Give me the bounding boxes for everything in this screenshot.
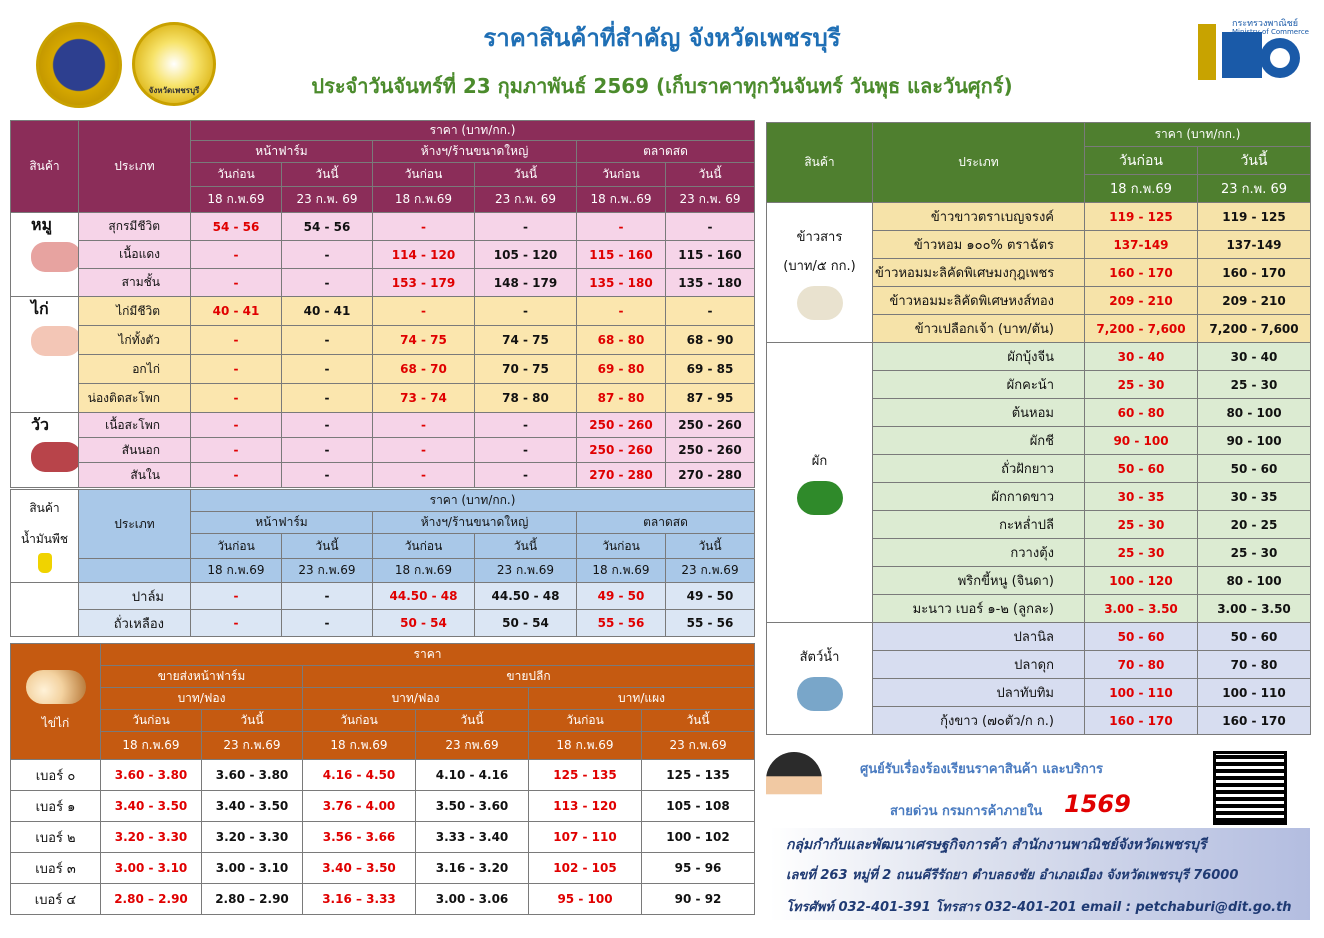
table-row xyxy=(11,583,755,610)
price-today: 30 - 40 xyxy=(1198,343,1311,371)
price-prev: 40 - 41 xyxy=(191,297,282,326)
egg-size: เบอร์ ๒ xyxy=(11,822,101,853)
price-today: 68 - 90 xyxy=(666,326,755,355)
price-prev: 50 - 60 xyxy=(1085,623,1198,651)
price-prev: 3.40 - 3.50 xyxy=(101,791,202,822)
product-type: กุ้งขาว (๗๐ตัว/ก ก.) xyxy=(873,707,1085,735)
date-prev: 18 ก.พ.69 xyxy=(191,559,282,583)
col-retail: ขายปลีก xyxy=(303,666,755,688)
fish-category-name: สัตว์น้ำ xyxy=(799,650,840,665)
price-today: - xyxy=(282,463,373,488)
col-prev: วันก่อน xyxy=(1085,147,1198,175)
unit-per-egg: บาท/ฟอง xyxy=(303,688,529,710)
qr-code[interactable] xyxy=(1216,754,1284,822)
rice-unit: (บาท/๕ กก.) xyxy=(783,258,856,274)
price-prev: 90 - 100 xyxy=(1085,427,1198,455)
price-today: 50 - 54 xyxy=(475,610,577,637)
beef-image xyxy=(31,442,79,472)
price-prev: 135 - 180 xyxy=(577,269,666,297)
price-today: - xyxy=(282,583,373,610)
category-name: วัว xyxy=(11,413,79,488)
col-type: ประเภท xyxy=(79,121,191,213)
price-prev: 115 - 160 xyxy=(577,241,666,269)
price-today: - xyxy=(282,241,373,269)
product-type: น่องติดสะโพก xyxy=(79,384,191,413)
price-today: 4.10 - 4.16 xyxy=(416,760,529,791)
footer-contact-box xyxy=(770,828,1310,920)
price-today: 25 - 30 xyxy=(1198,539,1311,567)
price-prev: 160 - 170 xyxy=(1085,707,1198,735)
price-prev: - xyxy=(191,583,282,610)
product-type: สามชั้น xyxy=(79,269,191,297)
table-row xyxy=(11,438,755,463)
col-today: วันนี้ xyxy=(282,534,373,559)
price-prev: - xyxy=(191,241,282,269)
fish-image xyxy=(797,677,843,711)
price-prev: - xyxy=(191,610,282,637)
col-prev: วันก่อน xyxy=(577,534,666,559)
price-prev: 107 - 110 xyxy=(529,822,642,853)
price-prev: - xyxy=(577,213,666,241)
call-center-avatar xyxy=(766,752,822,812)
province-seal-text: จังหวัดเพชรบุรี xyxy=(148,86,200,95)
rice-category xyxy=(767,203,873,343)
price-today: 160 - 170 xyxy=(1198,707,1311,735)
oil-category-spacer xyxy=(11,583,79,637)
oil-product-label: สินค้า xyxy=(29,501,60,515)
price-prev: 114 - 120 xyxy=(373,241,475,269)
price-prev: 3.40 – 3.50 xyxy=(303,853,416,884)
product-type: ข้าวหอมมะลิคัดพิเศษหงส์ทอง xyxy=(873,287,1085,315)
col-price: ราคา (บาท/กก.) xyxy=(191,121,755,141)
col-prev: วันก่อน xyxy=(191,163,282,187)
table-row xyxy=(11,822,755,853)
product-type: ต้นหอม xyxy=(873,399,1085,427)
price-today: - xyxy=(282,384,373,413)
product-type: พริกขี้หนู (จินดา) xyxy=(873,567,1085,595)
price-today: - xyxy=(282,413,373,438)
price-today: 3.60 - 3.80 xyxy=(202,760,303,791)
col-price: ราคา xyxy=(101,644,755,666)
egg-product-header xyxy=(11,644,101,760)
date-today: 23 ก.พ. 69 xyxy=(1198,175,1311,203)
price-prev: 68 - 80 xyxy=(577,326,666,355)
price-prev: 3.20 - 3.30 xyxy=(101,822,202,853)
price-today: 50 - 60 xyxy=(1198,455,1311,483)
price-today: 3.00 – 3.50 xyxy=(1198,595,1311,623)
col-farm: หน้าฟาร์ม xyxy=(191,141,373,163)
product-type: ไก่ทั้งตัว xyxy=(79,326,191,355)
date-today: 23 ก.พ. 69 xyxy=(666,187,755,213)
product-type: กะหล่ำปลี xyxy=(873,511,1085,539)
price-prev: - xyxy=(373,463,475,488)
vegetable-category xyxy=(767,343,873,623)
price-today: 3.33 - 3.40 xyxy=(416,822,529,853)
price-prev: 68 - 70 xyxy=(373,355,475,384)
price-today: - xyxy=(475,213,577,241)
price-today: 270 - 280 xyxy=(666,463,755,488)
pork-image xyxy=(31,242,79,272)
price-prev: - xyxy=(191,413,282,438)
price-prev: 73 - 74 xyxy=(373,384,475,413)
product-type: เนื้อสะโพก xyxy=(79,413,191,438)
price-prev: 153 - 179 xyxy=(373,269,475,297)
page-title: ราคาสินค้าที่สำคัญ จังหวัดเพชรบุรี xyxy=(483,24,841,52)
price-today: 105 - 120 xyxy=(475,241,577,269)
col-price: ราคา (บาท/กก.) xyxy=(1085,123,1311,147)
price-prev: 250 - 260 xyxy=(577,413,666,438)
col-prev: วันก่อน xyxy=(529,710,642,732)
price-today: - xyxy=(666,213,755,241)
price-today: 160 - 170 xyxy=(1198,259,1311,287)
col-prev: วันก่อน xyxy=(303,710,416,732)
price-today: - xyxy=(282,438,373,463)
price-today: 55 - 56 xyxy=(666,610,755,637)
product-type: ข้าวเปลือกเจ้า (บาท/ตัน) xyxy=(873,315,1085,343)
price-today: 3.00 - 3.06 xyxy=(416,884,529,915)
price-today: 90 - 92 xyxy=(642,884,755,915)
price-today: 148 - 179 xyxy=(475,269,577,297)
product-type: ปลาดุก xyxy=(873,651,1085,679)
egg-size: เบอร์ ๐ xyxy=(11,760,101,791)
price-prev: 100 - 110 xyxy=(1085,679,1198,707)
rice-vegetable-fish-table xyxy=(766,122,1311,735)
col-today: วันนี้ xyxy=(1198,147,1311,175)
product-type: ข้าวหอมมะลิคัดพิเศษมงกุฎเพชร xyxy=(873,259,1085,287)
date-prev: 18 ก.พ.69 xyxy=(191,187,282,213)
product-type: ผักชี xyxy=(873,427,1085,455)
price-prev: 160 - 170 xyxy=(1085,259,1198,287)
price-prev: - xyxy=(191,438,282,463)
price-prev: 69 - 80 xyxy=(577,355,666,384)
hotline-label: สายด่วน กรมการค้าภายใน xyxy=(890,804,1043,819)
product-type: สันใน xyxy=(79,463,191,488)
date-prev: 18 ก.พ.69 xyxy=(1085,175,1198,203)
product-type: ถั่วฝักยาว xyxy=(873,455,1085,483)
eggs-illustration xyxy=(26,670,86,704)
price-prev: 25 - 30 xyxy=(1085,539,1198,567)
price-today: 2.80 – 2.90 xyxy=(202,884,303,915)
price-today: 50 - 60 xyxy=(1198,623,1311,651)
product-type: เนื้อแดง xyxy=(79,241,191,269)
col-farm-wholesale: ขายส่งหน้าฟาร์ม xyxy=(101,666,303,688)
col-type: ประเภท xyxy=(79,490,191,559)
price-today: 25 - 30 xyxy=(1198,371,1311,399)
col-farm: หน้าฟาร์ม xyxy=(191,512,373,534)
price-today: 250 - 260 xyxy=(666,438,755,463)
price-today: 209 - 210 xyxy=(1198,287,1311,315)
date-today: 23 ก.พ.69 xyxy=(475,559,577,583)
hotline-number[interactable]: 1569 xyxy=(1064,790,1131,818)
date-today: 23 ก.พ.69 xyxy=(666,559,755,583)
table-row xyxy=(767,203,1311,231)
price-today: - xyxy=(475,413,577,438)
price-today: - xyxy=(282,269,373,297)
price-prev: 3.76 - 4.00 xyxy=(303,791,416,822)
price-today: 87 - 95 xyxy=(666,384,755,413)
col-today: วันนี้ xyxy=(202,710,303,732)
date-prev: 18 ก.พ.69 xyxy=(577,559,666,583)
price-today: 100 - 110 xyxy=(1198,679,1311,707)
price-today: - xyxy=(475,438,577,463)
table-row xyxy=(11,213,755,241)
oil-product-header xyxy=(11,490,79,583)
product-type: ผักคะน้า xyxy=(873,371,1085,399)
product-type: ถั่วเหลือง xyxy=(79,610,191,637)
price-prev: - xyxy=(191,384,282,413)
vegetable-oil-table xyxy=(10,489,755,637)
price-today: 70 - 75 xyxy=(475,355,577,384)
col-market: ตลาดสด xyxy=(577,512,755,534)
price-prev: 3.00 - 3.10 xyxy=(101,853,202,884)
logo-caption: กระทรวงพาณิชย์ xyxy=(1232,19,1299,29)
price-prev: 25 - 30 xyxy=(1085,371,1198,399)
price-prev: 270 - 280 xyxy=(577,463,666,488)
col-product: สินค้า xyxy=(767,123,873,203)
price-prev: - xyxy=(191,463,282,488)
date-today: 23 ก.พ.69 xyxy=(282,559,373,583)
price-today: 69 - 85 xyxy=(666,355,755,384)
table-row xyxy=(11,269,755,297)
price-today: 250 - 260 xyxy=(666,413,755,438)
price-today: 100 - 102 xyxy=(642,822,755,853)
price-prev: 87 - 80 xyxy=(577,384,666,413)
date-today: 23 ก.พ.69 xyxy=(202,732,303,760)
table-row xyxy=(11,297,755,326)
price-today: 3.40 - 3.50 xyxy=(202,791,303,822)
price-prev: - xyxy=(373,213,475,241)
date-today: 23 ก.พ. 69 xyxy=(475,187,577,213)
price-prev: - xyxy=(577,297,666,326)
price-today: 90 - 100 xyxy=(1198,427,1311,455)
col-today: วันนี้ xyxy=(666,534,755,559)
col-prev: วันก่อน xyxy=(373,163,475,187)
price-today: 105 - 108 xyxy=(642,791,755,822)
price-prev: 25 - 30 xyxy=(1085,511,1198,539)
egg-size: เบอร์ ๓ xyxy=(11,853,101,884)
product-type: สุกรมีชีวิต xyxy=(79,213,191,241)
table-row xyxy=(11,853,755,884)
price-today: 135 - 180 xyxy=(666,269,755,297)
price-prev: 54 - 56 xyxy=(191,213,282,241)
table-row xyxy=(11,355,755,384)
price-prev: 125 - 135 xyxy=(529,760,642,791)
price-prev: 49 - 50 xyxy=(577,583,666,610)
col-today: วันนี้ xyxy=(416,710,529,732)
price-today: 7,200 - 7,600 xyxy=(1198,315,1311,343)
price-today: 49 - 50 xyxy=(666,583,755,610)
table-row xyxy=(767,343,1311,371)
price-prev: - xyxy=(191,355,282,384)
price-today: 3.20 - 3.30 xyxy=(202,822,303,853)
price-today: 20 - 25 xyxy=(1198,511,1311,539)
col-today: วันนี้ xyxy=(282,163,373,187)
product-type: สันนอก xyxy=(79,438,191,463)
date-prev: 18 ก.พ.69 xyxy=(373,559,475,583)
price-prev: - xyxy=(373,438,475,463)
complaint-center-label: ศูนย์รับเรื่องร้องเรียนราคาสินค้า และบริการ xyxy=(860,762,1103,777)
vegetable-image xyxy=(797,481,843,515)
price-today: - xyxy=(475,297,577,326)
price-today: 119 - 125 xyxy=(1198,203,1311,231)
table-row xyxy=(11,760,755,791)
price-today: 80 - 100 xyxy=(1198,399,1311,427)
price-today: 30 - 35 xyxy=(1198,483,1311,511)
col-today: วันนี้ xyxy=(642,710,755,732)
product-type: กวางตุ้ง xyxy=(873,539,1085,567)
product-type: ไก่มีชีวิต xyxy=(79,297,191,326)
col-mall: ห้างฯ/ร้านขนาดใหญ่ xyxy=(373,141,577,163)
price-prev: 30 - 40 xyxy=(1085,343,1198,371)
price-prev: 50 - 54 xyxy=(373,610,475,637)
egg-size: เบอร์ ๑ xyxy=(11,791,101,822)
meat-price-table xyxy=(10,120,755,488)
price-today: 115 - 160 xyxy=(666,241,755,269)
price-today: - xyxy=(282,610,373,637)
price-prev: - xyxy=(373,413,475,438)
price-today: 125 - 135 xyxy=(642,760,755,791)
date-prev: 18 ก.พ.69 xyxy=(101,732,202,760)
price-prev: 137-149 xyxy=(1085,231,1198,259)
product-type: ข้าวขาวตราเบญจรงค์ xyxy=(873,203,1085,231)
category-name: หมู xyxy=(11,213,79,297)
col-today: วันนี้ xyxy=(475,534,577,559)
price-today: - xyxy=(475,463,577,488)
price-today: 40 - 41 xyxy=(282,297,373,326)
egg-price-table xyxy=(10,643,755,915)
unit-per-egg: บาท/ฟอง xyxy=(101,688,303,710)
price-prev: 74 - 75 xyxy=(373,326,475,355)
footer-office: กลุ่มกำกับและพัฒนาเศรษฐกิจการค้า สำนักงานพาณิชย์จังหวัดเพชรบุรี xyxy=(786,837,1207,853)
price-today: 80 - 100 xyxy=(1198,567,1311,595)
table-row xyxy=(11,326,755,355)
price-prev: 7,200 - 7,600 xyxy=(1085,315,1198,343)
egg-product-label: ไข่ไก่ xyxy=(41,716,70,730)
price-prev: 3.00 – 3.50 xyxy=(1085,595,1198,623)
oil-type-spacer xyxy=(79,559,191,583)
footer-phone-email[interactable]: โทรศัพท์ 032-401-391 โทรสาร 032-401-201 email : petchaburi@dit.go.th xyxy=(786,900,1292,915)
price-prev: 30 - 35 xyxy=(1085,483,1198,511)
price-today: - xyxy=(282,326,373,355)
table-row xyxy=(11,384,755,413)
product-type: ผักบุ้งจีน xyxy=(873,343,1085,371)
price-prev: 60 - 80 xyxy=(1085,399,1198,427)
price-today: 54 - 56 xyxy=(282,213,373,241)
oil-bottle-icon xyxy=(38,553,52,573)
price-prev: 4.16 - 4.50 xyxy=(303,760,416,791)
date-prev: 18 ก.พ.69 xyxy=(529,732,642,760)
price-prev: 55 - 56 xyxy=(577,610,666,637)
price-prev: - xyxy=(191,269,282,297)
table-row xyxy=(11,610,755,637)
table-row xyxy=(11,463,755,488)
vegetable-category-name: ผัก xyxy=(811,454,828,469)
footer-address: เลขที่ 263 หมู่ที่ 2 ถนนคีรีรัถยา ตำบลธงชัย อำเภอเมือง จังหวัดเพชรบุรี 76000 xyxy=(786,868,1239,883)
product-type: ผักกาดขาว xyxy=(873,483,1085,511)
table-row xyxy=(767,623,1311,651)
col-price: ราคา (บาท/กก.) xyxy=(191,490,755,512)
price-prev: 2.80 – 2.90 xyxy=(101,884,202,915)
col-product: สินค้า xyxy=(11,121,79,213)
date-prev: 18 ก.พ..69 xyxy=(577,187,666,213)
col-mall: ห้างฯ/ร้านขนาดใหญ่ xyxy=(373,512,577,534)
price-today: 44.50 - 48 xyxy=(475,583,577,610)
col-market: ตลาดสด xyxy=(577,141,755,163)
price-prev: 3.16 – 3.33 xyxy=(303,884,416,915)
price-prev: 50 - 60 xyxy=(1085,455,1198,483)
oil-product-name: น้ำมันพืช xyxy=(20,532,69,546)
product-type: ปลานิล xyxy=(873,623,1085,651)
price-prev: - xyxy=(191,326,282,355)
price-today: 78 - 80 xyxy=(475,384,577,413)
price-prev: - xyxy=(373,297,475,326)
price-today: 3.50 - 3.60 xyxy=(416,791,529,822)
product-type: อกไก่ xyxy=(79,355,191,384)
price-prev: 3.56 - 3.66 xyxy=(303,822,416,853)
price-today: 95 - 96 xyxy=(642,853,755,884)
col-prev: วันก่อน xyxy=(577,163,666,187)
price-prev: 209 - 210 xyxy=(1085,287,1198,315)
price-prev: 70 - 80 xyxy=(1085,651,1198,679)
price-today: 74 - 75 xyxy=(475,326,577,355)
rice-category-name: ข้าวสาร xyxy=(796,229,843,245)
egg-size: เบอร์ ๔ xyxy=(11,884,101,915)
date-prev: 18 ก.พ.69 xyxy=(373,187,475,213)
unit-per-tray: บาท/แผง xyxy=(529,688,755,710)
date-today: 23 ก.พ. 69 xyxy=(282,187,373,213)
product-type: ปาล์ม xyxy=(79,583,191,610)
col-today: วันนี้ xyxy=(475,163,577,187)
table-row xyxy=(11,884,755,915)
product-type: ปลาทับทิม xyxy=(873,679,1085,707)
price-today: 137-149 xyxy=(1198,231,1311,259)
col-today: วันนี้ xyxy=(666,163,755,187)
date-today: 23 กพ.69 xyxy=(416,732,529,760)
fish-category xyxy=(767,623,873,735)
price-today: 70 - 80 xyxy=(1198,651,1311,679)
price-prev: 3.60 - 3.80 xyxy=(101,760,202,791)
price-prev: 100 - 120 xyxy=(1085,567,1198,595)
date-prev: 18 ก.พ.69 xyxy=(303,732,416,760)
table-row xyxy=(11,413,755,438)
logo-caption-en: Ministry of Commerce xyxy=(1232,28,1309,36)
price-today: 3.00 - 3.10 xyxy=(202,853,303,884)
price-today: - xyxy=(282,355,373,384)
price-today: - xyxy=(666,297,755,326)
product-type: ข้าวหอม ๑๐๐% ตราฉัตร xyxy=(873,231,1085,259)
price-prev: 44.50 - 48 xyxy=(373,583,475,610)
rice-sack-image xyxy=(797,286,843,320)
col-prev: วันก่อน xyxy=(373,534,475,559)
price-prev: 113 - 120 xyxy=(529,791,642,822)
table-row xyxy=(11,791,755,822)
price-prev: 250 - 260 xyxy=(577,438,666,463)
table-row xyxy=(11,241,755,269)
price-prev: 119 - 125 xyxy=(1085,203,1198,231)
col-prev: วันก่อน xyxy=(101,710,202,732)
col-type: ประเภท xyxy=(873,123,1085,203)
price-prev: 102 - 105 xyxy=(529,853,642,884)
col-prev: วันก่อน xyxy=(191,534,282,559)
price-today: 3.16 - 3.20 xyxy=(416,853,529,884)
price-prev: 95 - 100 xyxy=(529,884,642,915)
page-subtitle: ประจำวันจันทร์ที่ 23 กุมภาพันธ์ 2569 (เก็บราคาทุกวันจันทร์ วันพุธ และวันศุกร์) xyxy=(311,74,1013,98)
product-type: มะนาว เบอร์ ๑-๒ (ลูกละ) xyxy=(873,595,1085,623)
chicken-image xyxy=(31,326,79,356)
category-name: ไก่ xyxy=(11,297,79,413)
date-today: 23 ก.พ.69 xyxy=(642,732,755,760)
